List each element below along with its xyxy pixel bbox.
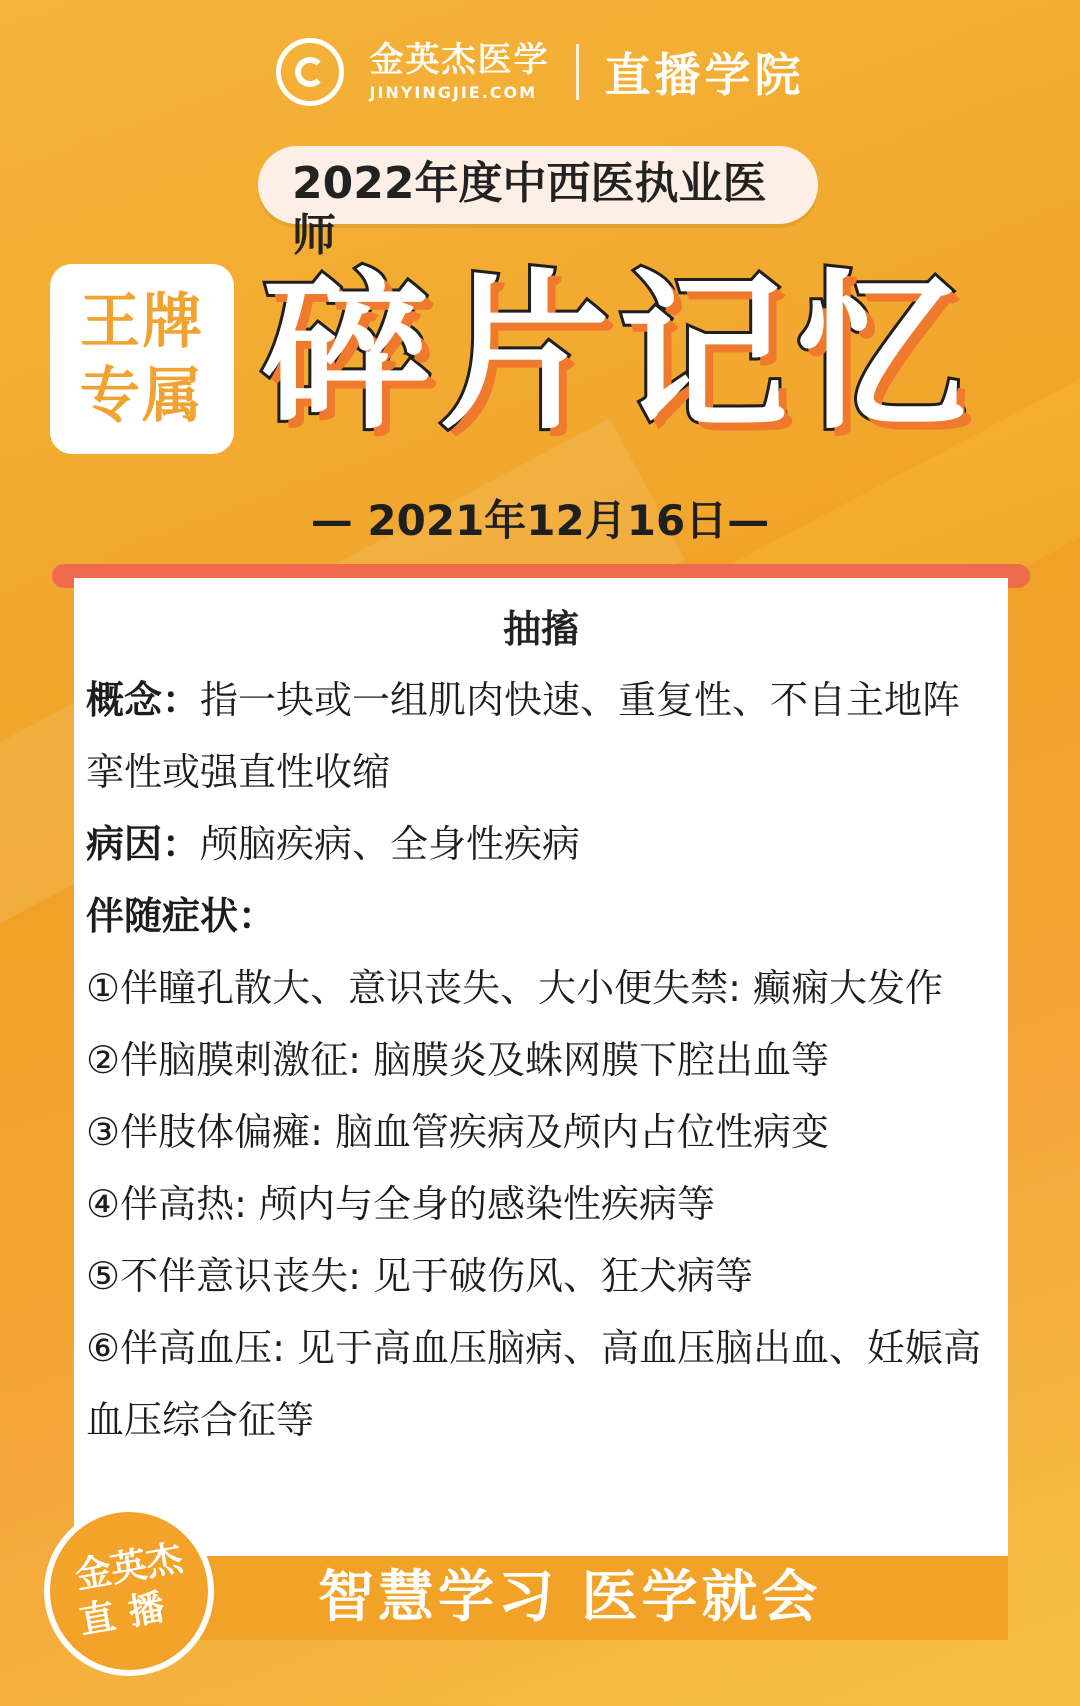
brand-header <box>0 38 1080 106</box>
symptom-item: ③伴肢体偏瘫: 脑血管疾病及颅内占位性病变 <box>86 1110 829 1154</box>
symptom-item: ④伴高热: 颅内与全身的感染性疾病等 <box>86 1182 715 1226</box>
brand-name-en: JINYINGJIE.COM <box>369 82 538 102</box>
live-badge-line-2: 直播 <box>76 1584 182 1643</box>
cause-paragraph <box>86 808 996 880</box>
symptom-item: ⑤不伴意识丧失: 见于破伤风、狂犬病等 <box>86 1254 753 1298</box>
symptom-item: ⑥伴高血压: 见于高血压脑病、高血压脑出血、妊娠高血压综合征等 <box>86 1326 981 1442</box>
concept-paragraph <box>86 664 996 808</box>
brand-divider <box>576 44 579 100</box>
brand-logo-text <box>369 39 550 102</box>
symptom-item: ②伴脑膜刺激征: 脑膜炎及蛛网膜下腔出血等 <box>86 1038 829 1082</box>
badge-line-1: 王牌 <box>80 287 204 357</box>
symptoms-heading <box>86 880 996 952</box>
exam-title: 2022年度中西医执业医师 <box>292 158 767 261</box>
symptoms-label: 伴随症状： <box>86 894 277 938</box>
brand-logo-icon <box>276 38 344 106</box>
concept-text: 指一块或一组肌肉快速、重复性、不自主地阵挛性或强直性收缩 <box>86 678 961 794</box>
academy-name: 直播学院 <box>604 48 805 102</box>
brand-name-cn: 金英杰医学 <box>369 39 550 80</box>
concept-label: 概念： <box>86 678 201 722</box>
slogan: 智慧学习 医学就会 <box>318 1565 822 1630</box>
ace-exclusive-badge <box>50 264 234 454</box>
content-card <box>74 578 1008 1638</box>
symptom-item: ①伴瞳孔散大、意识丧失、大小便失禁: 癫痫大发作 <box>86 966 943 1010</box>
card-title: 抽搐 <box>502 607 579 651</box>
live-badge <box>44 1506 214 1676</box>
card-body <box>86 664 996 1456</box>
cause-text: 颅脑疾病、全身性疾病 <box>200 822 581 866</box>
live-badge-line-1: 金英杰 <box>72 1537 186 1598</box>
badge-line-2: 专属 <box>80 361 204 431</box>
publish-date: — 2021年12月16日— <box>310 496 770 545</box>
cause-label: 病因： <box>86 822 201 866</box>
main-title: 碎片记忆 <box>262 255 975 453</box>
